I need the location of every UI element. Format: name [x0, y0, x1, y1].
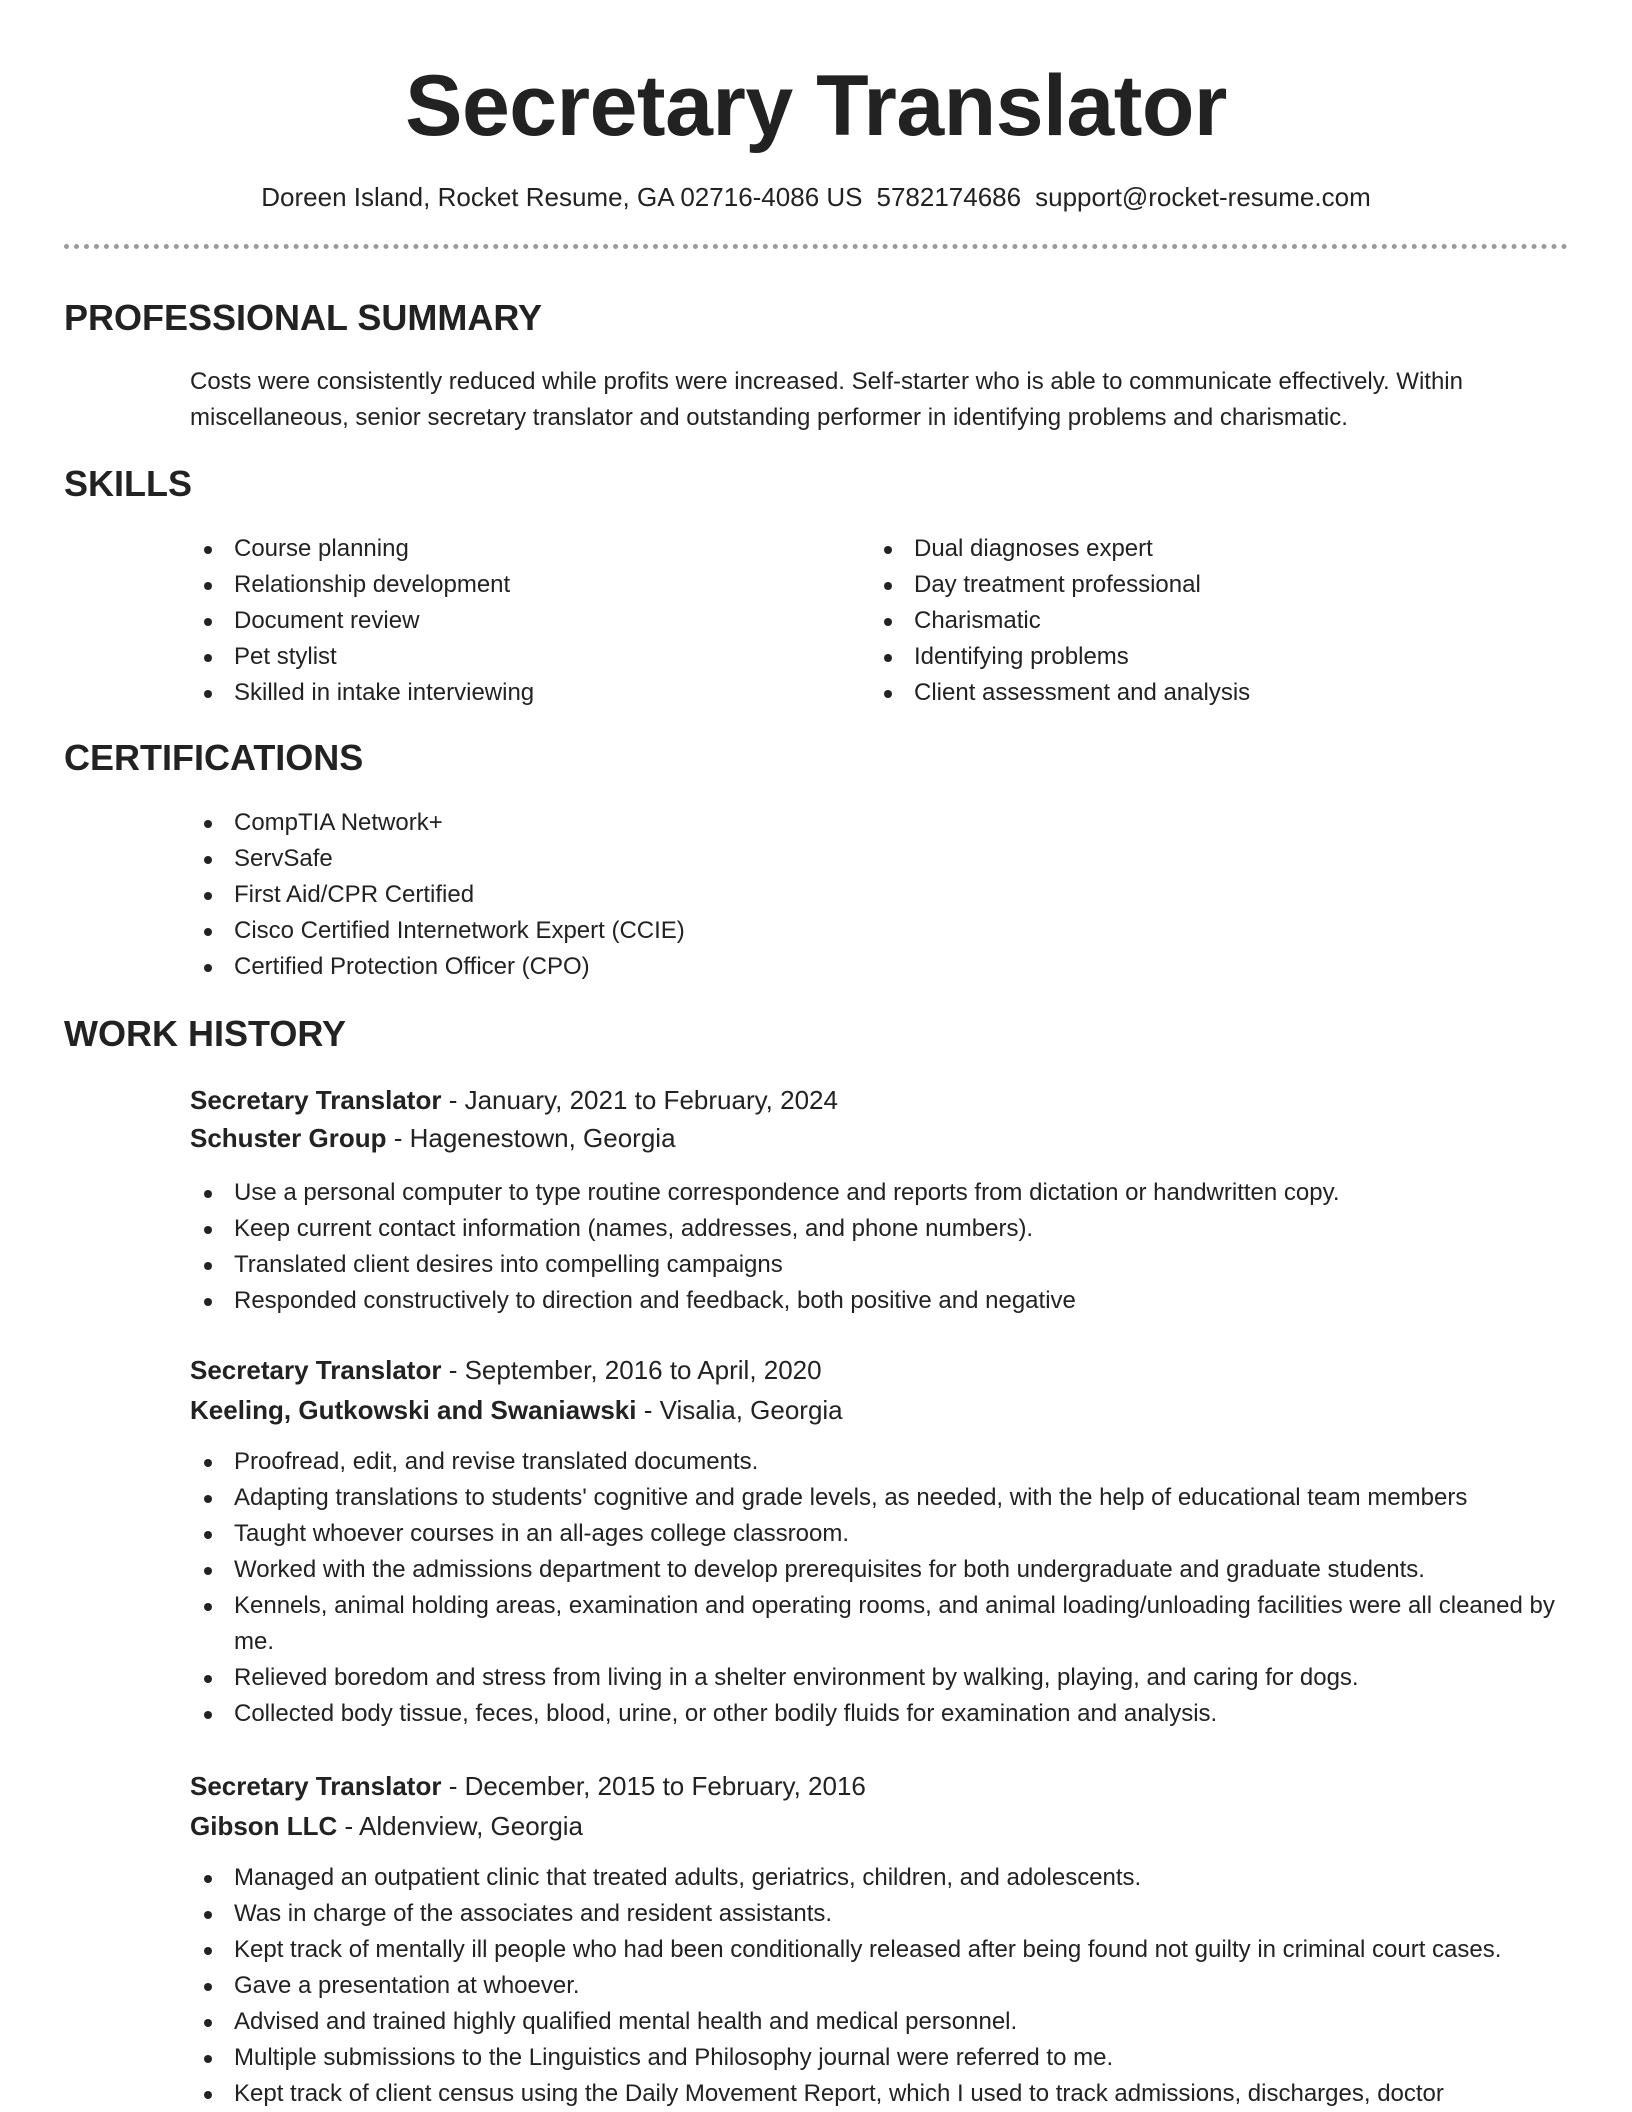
job-location: - Hagenestown, Georgia	[386, 1123, 676, 1153]
certification-item: ServSafe	[190, 841, 1490, 877]
job-company: Gibson LLC	[190, 1811, 338, 1841]
job-role: Secretary Translator	[190, 1085, 442, 1115]
job-company: Keeling, Gutkowski and Swaniawski	[190, 1395, 637, 1425]
job-bullet: Kept track of mentally ill people who had been conditionally released after being found not guilty in criminal court cases.	[190, 1932, 1580, 1968]
skill-item: Pet stylist	[190, 639, 850, 675]
skill-item: Charismatic	[870, 603, 1550, 639]
section-title-certifications: CERTIFICATIONS	[64, 737, 364, 778]
job-company-line	[190, 1808, 583, 1844]
job-bullet: Managed an outpatient clinic that treated adults, geriatrics, children, and adolescents.	[190, 1860, 1580, 1896]
job-title-line	[190, 1352, 822, 1388]
job-dates: - January, 2021 to February, 2024	[441, 1085, 838, 1115]
job-dates: - September, 2016 to April, 2020	[441, 1355, 822, 1385]
skill-item: Day treatment professional	[870, 567, 1550, 603]
summary-text: Costs were consistently reduced while profits were increased. Self-starter who is able to communicate effectively. Within miscellaneous, senior secretary translator and outstanding performer in identifying problems and charismatic.	[190, 368, 1463, 431]
job-bullet: Proofread, edit, and revise translated documents.	[190, 1444, 1580, 1480]
job-bullet: Translated client desires into compelling campaigns	[190, 1247, 1570, 1283]
skill-item: Relationship development	[190, 567, 850, 603]
job-company-line	[190, 1392, 843, 1428]
certification-item: Cisco Certified Internetwork Expert (CCIE)	[190, 913, 1490, 949]
job-bullet: Worked with the admissions department to develop prerequisites for both undergraduate and graduate students.	[190, 1552, 1580, 1588]
resume-page	[64, 0, 1568, 2107]
contact-phone: 5782174686	[876, 182, 1022, 212]
skills-list-right	[870, 531, 1550, 711]
job-company: Schuster Group	[190, 1123, 387, 1153]
job-bullet: Gave a presentation at whoever.	[190, 1968, 1580, 2004]
job-role: Secretary Translator	[190, 1771, 442, 1801]
job-location: - Visalia, Georgia	[636, 1395, 843, 1425]
job-company-line	[190, 1120, 676, 1156]
section-title-work-history: WORK HISTORY	[64, 1013, 347, 1054]
job-bullet: Keep current contact information (names, addresses, and phone numbers).	[190, 1211, 1570, 1247]
section-title-skills: SKILLS	[64, 463, 193, 504]
job-bullet: Use a personal computer to type routine correspondence and reports from dictation or handwritten copy.	[190, 1175, 1570, 1211]
job-bullet: Taught whoever courses in an all-ages college classroom.	[190, 1516, 1580, 1552]
job-bullets	[190, 1860, 1580, 2112]
job-bullet: Kennels, animal holding areas, examination and operating rooms, and animal loading/unloading facilities were all cleaned by me.	[190, 1588, 1580, 1660]
job-bullet: Advised and trained highly qualified mental health and medical personnel.	[190, 2004, 1580, 2040]
certification-item: CompTIA Network+	[190, 805, 1490, 841]
skill-item: Identifying problems	[870, 639, 1550, 675]
job-bullet: Was in charge of the associates and resident assistants.	[190, 1896, 1580, 1932]
job-dates: - December, 2015 to February, 2016	[441, 1771, 866, 1801]
job-title-line	[190, 1082, 838, 1118]
skill-item: Dual diagnoses expert	[870, 531, 1550, 567]
contact-email: support@rocket-resume.com	[1035, 182, 1371, 212]
job-bullet: Responded constructively to direction and feedback, both positive and negative	[190, 1283, 1570, 1319]
certification-item: Certified Protection Officer (CPO)	[190, 949, 1490, 985]
job-bullet: Adapting translations to students' cognitive and grade levels, as needed, with the help of educational team members	[190, 1480, 1580, 1516]
candidate-name: Secretary Translator	[405, 58, 1227, 154]
job-bullet: Collected body tissue, feces, blood, urine, or other bodily fluids for examination and analysis.	[190, 1696, 1580, 1732]
job-bullet: Multiple submissions to the Linguistics and Philosophy journal were referred to me.	[190, 2040, 1580, 2076]
skill-item: Skilled in intake interviewing	[190, 675, 850, 711]
job-bullet: Relieved boredom and stress from living in a shelter environment by walking, playing, and caring for dogs.	[190, 1660, 1580, 1696]
skill-item: Course planning	[190, 531, 850, 567]
section-title-summary: PROFESSIONAL SUMMARY	[64, 297, 543, 338]
contact-line	[64, 180, 1568, 214]
job-bullets	[190, 1444, 1580, 1732]
job-bullet: Kept track of client census using the Daily Movement Report, which I used to track admissions, discharges, doctor	[190, 2076, 1580, 2112]
job-role: Secretary Translator	[190, 1355, 442, 1385]
skill-item: Client assessment and analysis	[870, 675, 1550, 711]
skill-item: Document review	[190, 603, 850, 639]
contact-address: Doreen Island, Rocket Resume, GA 02716-4086 US	[261, 182, 863, 212]
certifications-list	[190, 805, 1490, 985]
skills-list-left	[190, 531, 850, 711]
header-divider	[64, 244, 1568, 249]
job-bullets	[190, 1175, 1570, 1319]
certification-item: First Aid/CPR Certified	[190, 877, 1490, 913]
job-location: - Aldenview, Georgia	[337, 1811, 584, 1841]
job-title-line	[190, 1768, 866, 1804]
